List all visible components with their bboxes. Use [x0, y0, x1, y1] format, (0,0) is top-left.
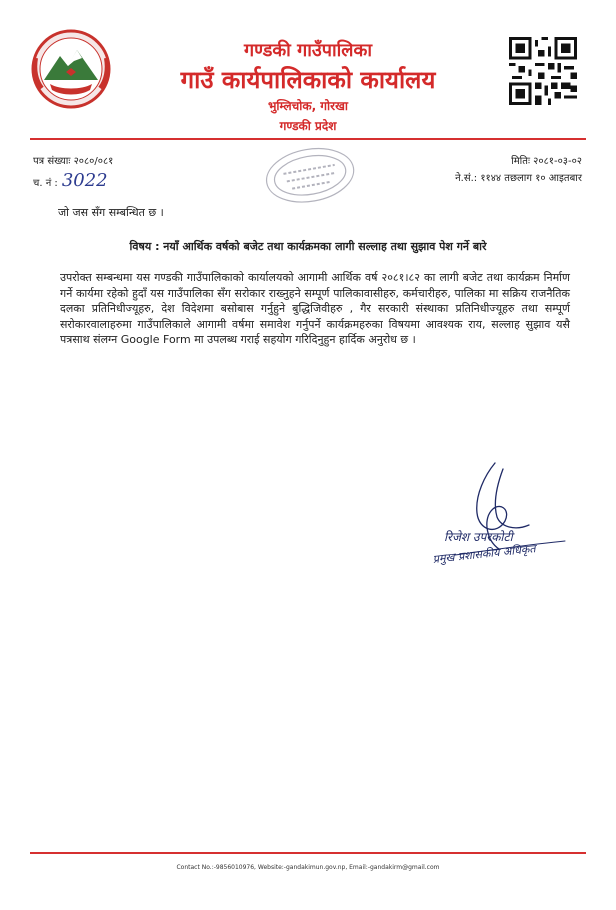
signatory-title: प्रमुख प्रशासकीय अधिकृत: [432, 542, 537, 566]
signatory-name: रिजेश उपरकोटी: [444, 530, 513, 544]
handwritten-signature: [425, 455, 575, 585]
salutation: जो जस सँग सम्बन्धित छ ।: [58, 206, 164, 219]
letter-date: मितिः २०८१-०३-०२: [511, 156, 582, 167]
dispatch-number: [33, 170, 108, 191]
footer-contact: Contact No.:-9856010976, Website:-gandakimun.gov.np, Email:-gandakirm@gmail.com: [176, 864, 440, 871]
dispatch-handwritten-number: 3022: [61, 170, 108, 191]
reference-number: पत्र संख्याः २०८०/०८१: [33, 156, 114, 167]
letter-body: उपरोक्त सम्बन्धमा यस गण्डकी गाउँपालिकाको कार्यालयको आगामी आर्थिक वर्ष २०८१।८२ का लागी बजेट तथा कार्यक्रम निर्माण गर्ने कार्यमा रहेको हुदाँ यस गाउँपालिका सँग सरोकार राख्नुहने सम्पूर्ण पालिकावासीहरु, कर्मचारीहरु, पालिका मा सक्रिय राजनैतिक दलका प्रतिनिधीज्यूहरु, देश विदेशमा बसोबास गर्नुहुने बुद्धिजिवीहरु , गैर सरकारी संस्थाका प्रतिनिधीज्यूहरु तथा सम्पूर्ण सरोकारवालाहरुमा गाउँपालिकाले आगामी वर्षमा समावेश गर्नुपर्ने कार्यक्रमहरुका विषयमा आवश्यक राय, सल्लाह सुझाव यसै पत्रसाथ संलग्न Google Form मा उपलब्ध गराई सहयोग गरिदिनुहुन हार्दिक अनुरोध छ ।: [60, 271, 570, 346]
office-address: भुम्लिचोक, गोरखा: [267, 99, 349, 113]
office-province: गण्डकी प्रदेश: [279, 119, 337, 133]
org-name: गण्डकी गाउँपालिका: [244, 40, 372, 61]
header-divider: [30, 138, 586, 140]
nepal-sambat-date: ने.सं.: ११४४ तछलाग १० आइतबार: [455, 173, 582, 184]
footer-divider: [30, 852, 586, 854]
office-name: गाउँ कार्यपालिकाको कार्यालय: [180, 66, 436, 94]
official-stamp: [250, 142, 362, 208]
dispatch-label: च. नं :: [33, 178, 58, 189]
letter-subject: विषय : नयाँ आर्थिक वर्षको बजेट तथा कार्यक्रमका लागी सल्लाह तथा सुझाव पेश गर्ने बारे: [129, 240, 487, 253]
